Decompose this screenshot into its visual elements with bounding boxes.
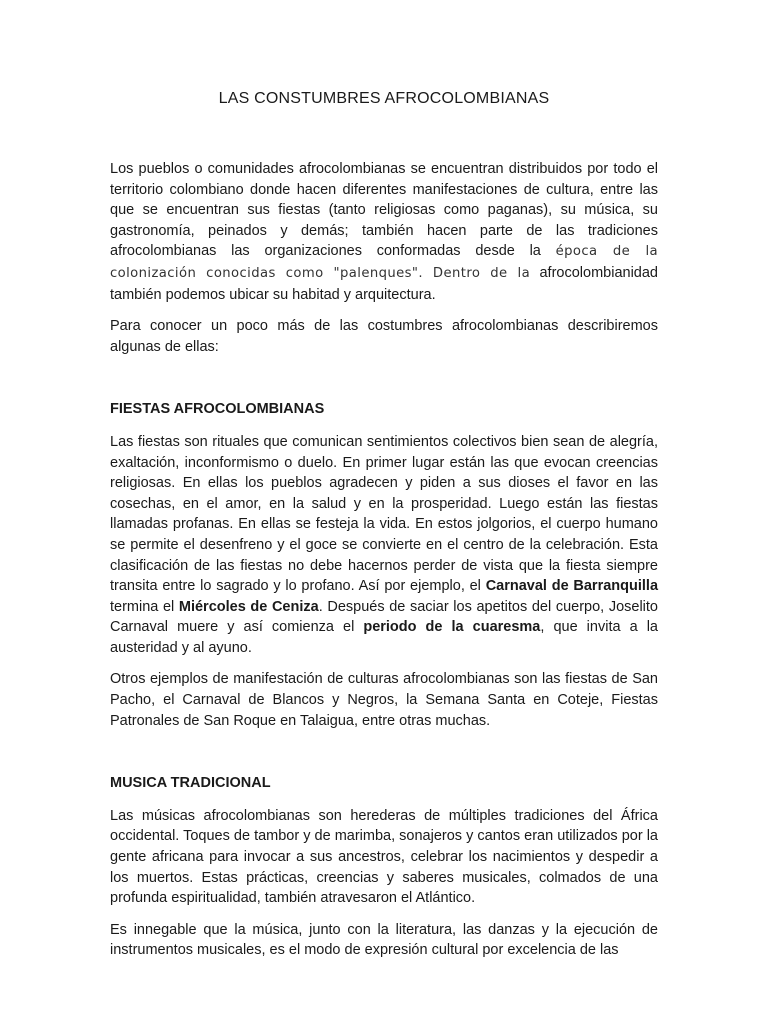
musica-paragraph-2: Es innegable que la música, junto con la literatura, las danzas y la ejecución de instrumentos musicales, es el modo de expresión cultural por excelencia de las	[110, 921, 658, 959]
fiestas-paragraph	[110, 432, 658, 659]
fiestas-text-part-3: . Después de saciar los apetitos del cuerpo, Joselito Carnaval muere y así comienza el	[110, 598, 658, 636]
fiestas-text-part-1: Las fiestas son rituales que comunican sentimientos colectivos bien sean de alegría, exaltación, inconformismo o duelo. En primer lugar están las que evocan creencias religiosas. En ellas los pueblos agradecen y piden a sus dioses el favor en las cosechas, en el amor, en la salud y en la prosperidad. Luego están las fiestas llamadas profanas. En ellas se festeja la vida. En estos jolgorios, el cuerpo humano se permite el desenfreno y el goce se convierte en el centro de la celebración. Esta clasificación de las fiestas no debe hacernos perder de vista que la fiesta siempre transita entre lo sagrado y lo profano. Así por ejemplo, el	[110, 433, 658, 595]
intro-paragraph	[110, 159, 658, 305]
fiestas-paragraph-2: Otros ejemplos de manifestación de culturas afrocolombianas son las fiestas de San Pacho, el Carnaval de Blancos y Negros, la Semana Santa en Coteje, Fiestas Patronales de San Roque en Talaigua, entre otras muchas.	[110, 671, 658, 729]
document-title: LAS CONSTUMBRES AFROCOLOMBIANAS	[218, 90, 550, 107]
carnaval-barranquilla-bold: Carnaval de Barranquilla	[485, 578, 659, 595]
intro-text-part-2: época de la colonización conocidas como "palenques". Dentro de la	[110, 244, 658, 281]
fiestas-text-part-2: termina el	[110, 598, 179, 615]
fiestas-heading: FIESTAS AFROCOLOMBIANAS	[110, 401, 325, 418]
miercoles-ceniza-bold: Miércoles de Ceniza	[178, 598, 319, 615]
musica-heading: MUSICA TRADICIONAL	[110, 775, 271, 792]
fiestas-text-part-4: , que invita a la austeridad y al ayuno.	[110, 619, 658, 656]
periodo-cuaresma-bold: periodo de la cuaresma	[363, 619, 541, 636]
intro-text-part-1: Los pueblos o comunidades afrocolombianas se encuentran distribuidos por todo el territorio colombiano donde hacen diferentes manifestaciones de cultura, entre las que se encuentran sus fiestas (tanto religiosas como paganas), su música, su gastronomía, peinados y demás; también hacen parte de las tradiciones afrocolombianas las organizaciones conformadas desde la	[110, 161, 658, 260]
intro-text-part-3: afrocolombianidad también podemos ubicar su habitad y arquitectura.	[110, 264, 658, 303]
intro-paragraph-2: Para conocer un poco más de las costumbres afrocolombianas describiremos algunas de ellas:	[110, 318, 658, 355]
musica-paragraph: Las músicas afrocolombianas son herederas de múltiples tradiciones del África occidental. Toques de tambor y de marimba, sonajeros y cantos eran utilizados por la gente africana para invocar a sus ancestros, celebrar los nacimientos y despedir a los muertos. Estas prácticas, creencias y saberes musicales, colmados de una profunda espiritualidad, también atravesaron el Atlántico.	[110, 807, 658, 907]
